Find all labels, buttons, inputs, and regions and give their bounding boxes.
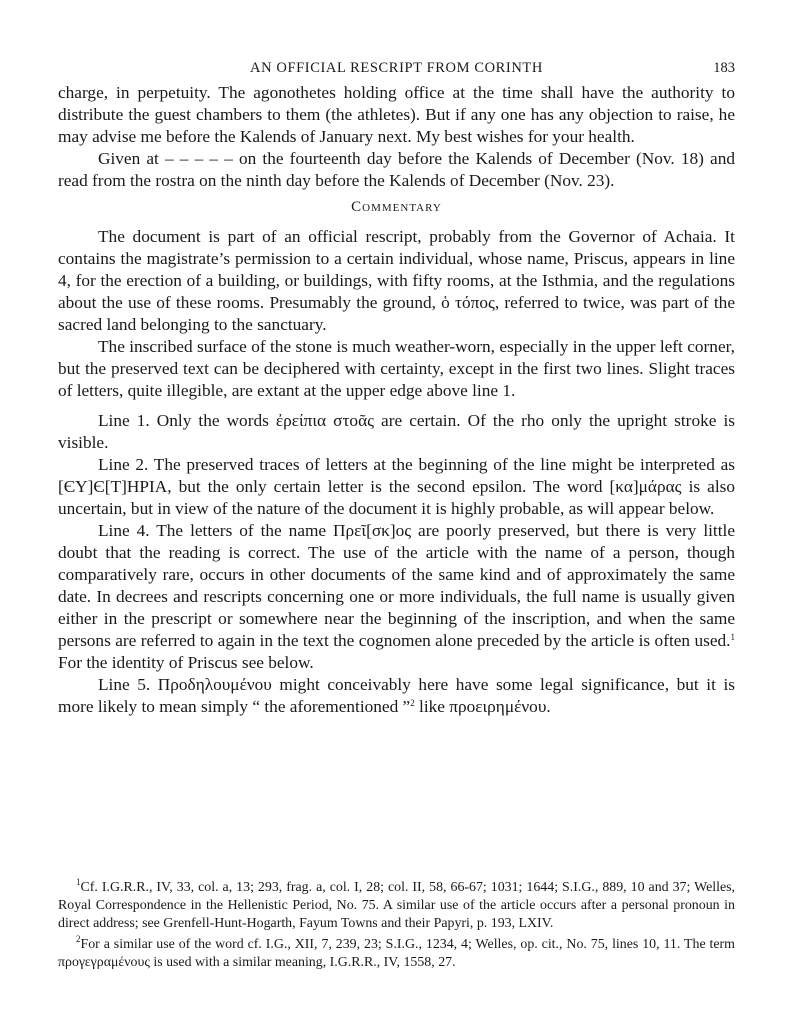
note-line-5: [58, 674, 735, 718]
note-line-4-tail: For the identity of Priscus see below.: [58, 653, 314, 672]
note-line-5-text: Line 5. Προδηλουμένου might conceivably here have some legal significance, but it is more likely to mean simply “ the aforementioned ”: [58, 675, 735, 716]
footnote-ref-1: 1: [730, 632, 735, 642]
footnote-1-mark: 1: [76, 877, 81, 887]
running-head: [58, 58, 735, 82]
paragraph-continuation: charge, in perpetuity. The agonothetes holding office at the time shall have the authority to distribute the guest chambers to them (the athletes). But if any one has any objection to raise, he may advise me before the Kalends of January next. My best wishes for your health.: [58, 83, 735, 146]
note-line-4: [58, 520, 735, 674]
note-line-2: Line 2. The preserved traces of letters at the beginning of the line might be interpreted as [ЄΥ]Є[Τ]ΗΡΙΑ, but the only certain letter is the second epsilon. The word [κα]μάρας is also uncertain, but in view of the nature of the document it is highly probable, as will appear below.: [58, 455, 735, 518]
footnote-1: [58, 879, 735, 933]
note-line-4-text: Line 4. The letters of the name Πρεῖ[σκ]ος are poorly preserved, but there is very little doubt that the reading is correct. The use of the article with the name of a person, though comparatively rare, occurs in other documents of the same kind and of approximately the same date. In decrees and rescripts concerning one or more individuals, the full name is usually given either in the prescript or somewhere near the beginning of the inscription, and when the same persons are referred to again in the text the cognomen alone preceded by the article is often used.: [58, 521, 735, 650]
commentary-paragraph-2: The inscribed surface of the stone is much weather-worn, especially in the upper left corner, but the preserved text can be deciphered with certainty, except in the first two lines. Slight traces of letters, quite illegible, are extant at the upper edge above line 1.: [58, 337, 735, 400]
page: [58, 58, 735, 718]
main-text: [58, 82, 735, 718]
footnote-2: [58, 936, 735, 972]
commentary-paragraph-1: The document is part of an official rescript, probably from the Governor of Achaia. It contains the magistrate’s permission to a certain individual, whose name, Priscus, appears in line 4, for the erection of a building, or buildings, with fifty rooms, at the Isthmia, and the regulations about the use of these rooms. Presumably the ground, ὁ τόπος, referred to twice, was part of the sacred land belonging to the sanctuary.: [58, 227, 735, 334]
running-title: AN OFFICIAL RESCRIPT FROM CORINTH: [250, 60, 543, 76]
commentary-heading: Commentary: [351, 199, 442, 215]
footnote-ref-2: 2: [410, 698, 415, 708]
note-line-5-tail: like προειρημένου.: [414, 697, 551, 716]
page-number: 183: [713, 60, 735, 76]
note-line-1: Line 1. Only the words ἐρείπια στοᾶς are certain. Of the rho only the upright stroke is visible.: [58, 411, 735, 452]
footnote-2-mark: 2: [76, 934, 81, 944]
footnote-2-text: For a similar use of the word cf. I.G., XII, 7, 239, 23; S.I.G., 1234, 4; Welles, op. cit., No. 75, lines 10, 11. The term προγεγραμένους is used with a similar meaning, I.G.R.R., IV, 1558, 27.: [58, 937, 735, 970]
footnotes: [58, 879, 735, 972]
paragraph-given-at: Given at – – – – – on the fourteenth day before the Kalends of December (Nov. 18) and read from the rostra on the ninth day before the Kalends of December (Nov. 23).: [58, 149, 735, 190]
footnote-1-text: Cf. I.G.R.R., IV, 33, col. a, 13; 293, frag. a, col. I, 28; col. II, 58, 66-67; 1031; 1644; S.I.G., 889, 10 and 37; Welles, Royal Correspondence in the Hellenistic Period, No. 75. A similar use of the article occurs after a personal pronoun in direct address; see Grenfell-Hunt-Hogarth, Fayum Towns and their Papyri, p. 193, LXIV.: [58, 880, 735, 931]
